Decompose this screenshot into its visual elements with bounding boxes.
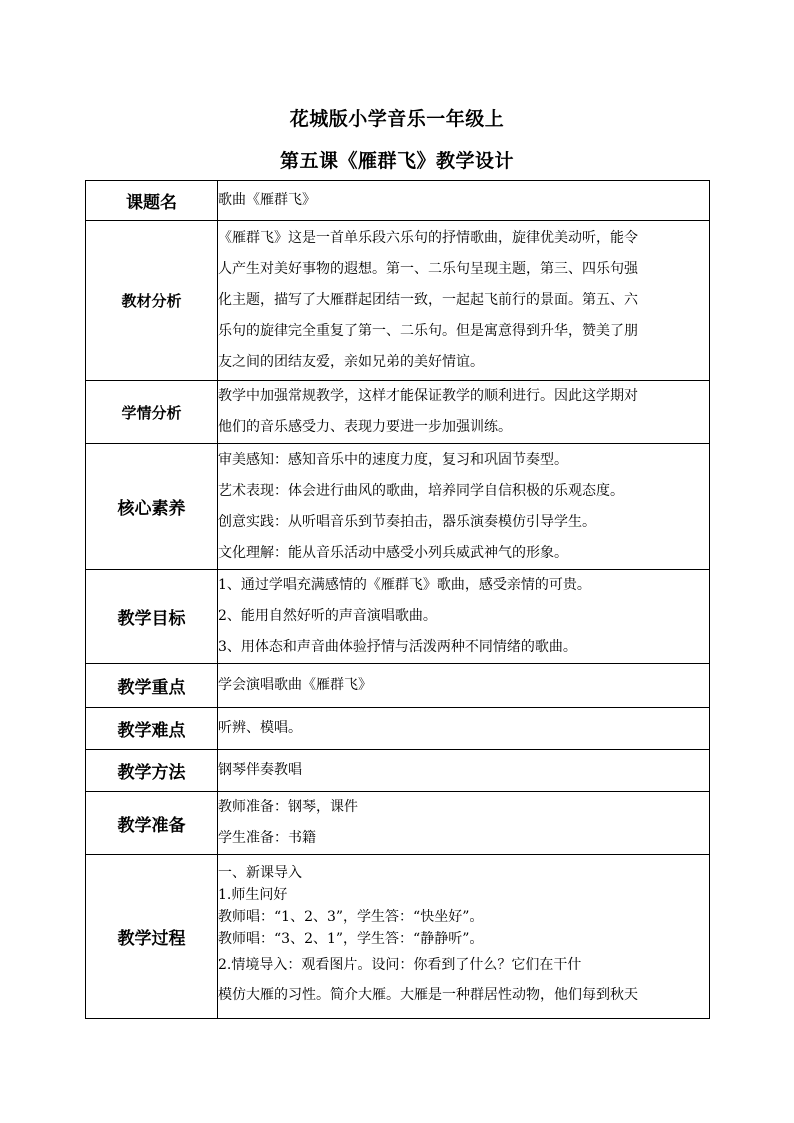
goal-line: 2、能用自然好听的声音演唱歌曲。 <box>218 608 437 624</box>
value-difficulty: 听辨、模唱。 <box>218 708 710 750</box>
value-material <box>218 221 710 381</box>
table-row-method <box>86 750 710 792</box>
process-line: 2.情境导入：观看图片。设问：你看到了什么？它们在干什 <box>218 957 582 973</box>
value-goals <box>218 570 710 664</box>
label-material: 教材分析 <box>86 221 218 381</box>
lesson-plan-table <box>85 180 710 1019</box>
table-row-students <box>86 381 710 444</box>
students-line: 他们的音乐感受力、表现力要进一步加强训练。 <box>218 419 512 435</box>
material-line: 乐句的旋律完全重复了第一、二乐句。但是寓意得到升华，赞美了朋 <box>218 323 638 339</box>
value-process <box>218 855 710 1019</box>
literacy-line: 艺术表现：体会进行曲风的歌曲，培养同学自信积极的乐观态度。 <box>218 482 624 499</box>
label-difficulty: 教学难点 <box>86 708 218 750</box>
document-title: 花城版小学音乐一年级上 <box>289 108 505 130</box>
table-row-goals <box>86 570 710 664</box>
value-literacy <box>218 444 710 570</box>
label-keypoint: 教学重点 <box>86 664 218 708</box>
goal-line: 3、用体态和声音曲体验抒情与活泼两种不同情绪的歌曲。 <box>218 639 577 655</box>
process-line: 教师唱：“3、2、1”，学生答：“静静听”。 <box>218 931 484 947</box>
process-line: 1.师生问好 <box>218 887 288 903</box>
table-row-prep <box>86 792 710 855</box>
material-line: 《雁群飞》这是一首单乐段六乐句的抒情歌曲，旋律优美动听，能令 <box>218 230 638 246</box>
label-process: 教学过程 <box>86 855 218 1019</box>
value-method: 钢琴伴奏教唱 <box>218 750 710 792</box>
label-prep: 教学准备 <box>86 792 218 855</box>
label-goals: 教学目标 <box>86 570 218 664</box>
students-line: 教学中加强常规教学，这样才能保证教学的顺利进行。因此这学期对 <box>218 388 638 404</box>
lesson-title: 第五课《雁群飞》教学设计 <box>279 150 514 172</box>
table-row-topic <box>86 181 710 221</box>
value-topic: 歌曲《雁群飞》 <box>218 181 710 221</box>
process-line: 模仿大雁的习性。简介大雁。大雁是一种群居性动物，他们每到秋天 <box>218 987 638 1003</box>
table-row-process <box>86 855 710 1019</box>
label-students: 学情分析 <box>86 381 218 444</box>
value-prep <box>218 792 710 855</box>
literacy-line: 创意实践：从听唱音乐到节奏拍击，器乐演奏模仿引导学生。 <box>218 513 596 530</box>
prep-line: 教师准备：钢琴，课件 <box>218 799 358 815</box>
literacy-line: 审美感知：感知音乐中的速度力度，复习和巩固节奏型。 <box>218 451 568 468</box>
value-students <box>218 381 710 444</box>
table-row-literacy <box>86 444 710 570</box>
goal-line: 1、通过学唱充满感情的《雁群飞》歌曲，感受亲情的可贵。 <box>218 577 591 593</box>
table-row-material <box>86 221 710 381</box>
label-topic: 课题名 <box>86 181 218 221</box>
prep-line: 学生准备：书籍 <box>218 830 316 846</box>
material-line: 化主题，描写了大雁群起团结一致，一起起飞前行的景面。第五、六 <box>218 292 638 308</box>
value-keypoint: 学会演唱歌曲《雁群飞》 <box>218 664 710 708</box>
material-line: 友之间的团结友爱，亲如兄弟的美好情谊。 <box>218 354 484 370</box>
label-literacy: 核心素养 <box>86 444 218 570</box>
table-row-keypoint <box>86 664 710 708</box>
process-line: 一、新课导入 <box>218 865 302 881</box>
process-line: 教师唱：“1、2、3”，学生答：“快坐好”。 <box>218 909 484 925</box>
literacy-line: 文化理解：能从音乐活动中感受小列兵威武神气的形象。 <box>218 544 568 561</box>
material-line: 人产生对美好事物的遐想。第一、二乐句呈现主题，第三、四乐句强 <box>218 261 638 277</box>
label-method: 教学方法 <box>86 750 218 792</box>
table-row-difficulty <box>86 708 710 750</box>
